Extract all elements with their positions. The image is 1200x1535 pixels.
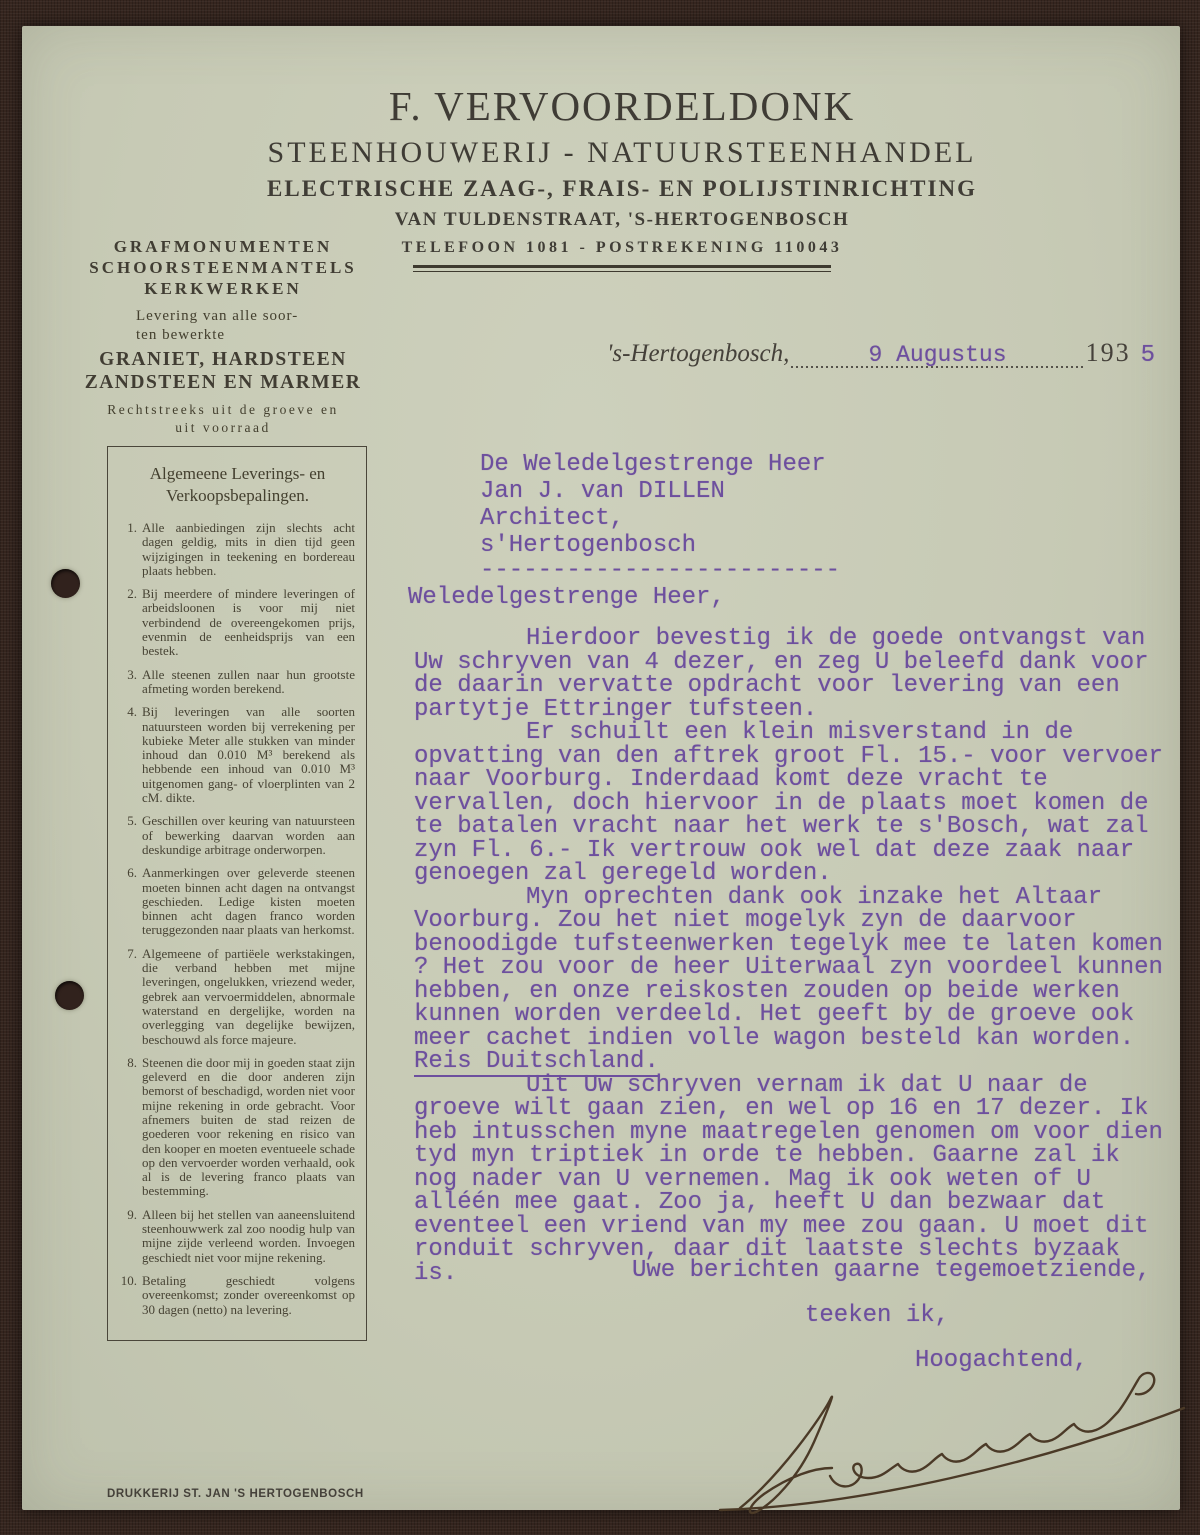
typed-year-digit: 5	[1140, 342, 1155, 369]
body-paragraph-2: Er schuilt een klein misverstand in de opvatting van den aftrek groot Fl. 15.- voor vervoer naar Voorburg. Inderdaad komt deze vracht te vervallen, doch hiervoor in de plaats moet komen de te batalen vracht naar het werk te s'Bosch, wat zal zyn Fl. 6.- Ik vertrouw ook wel dat deze zaak naar genoegen zal geregeld worden.	[414, 719, 1163, 887]
supply-note: Levering van alle soor- ten bewerkte	[136, 308, 299, 343]
term-item: 5. Geschillen over keuring van natuursteen of bewerking daarvan worden aan deskundige arbitrage onderworpen.	[127, 813, 355, 857]
closing-line-1: Uwe berichten gaarne tegemoetziende,	[632, 1257, 1151, 1284]
body-paragraph-4: Uit Uw schryven vernam ik dat U naar de groeve wilt gaan zien, en wel op 16 en 17 dezer. Ik heb intusschen myne maatregelen genomen om voor dien tyd myn triptiek in orde te hebben. Gaarne zal ik nog nader van U vernemen. Mag ik ook weten of U alléén mee gaat. Zoo ja, heeft U dan bezwaar dat eventeel een vriend van my mee zou gaan. U moet dit ronduit schryven, daar dit laatste slechts byzaak is.	[414, 1071, 1163, 1287]
date-year-printed: 193	[1085, 338, 1131, 367]
typed-date: 9 Augustus	[868, 342, 1007, 368]
term-item: 7. Algemeene of partiëele werkstakingen, die verband hebben met mijne leveringen, ongelukken, vriezend weder, gebrek aan vervoermiddelen, abnormale waterstand en dergelijke, worden na overlegging van degelijke bewijzen, beschouwd als force majeure.	[127, 945, 355, 1047]
letter-paper	[22, 26, 1180, 1510]
term-item: 1. Alle aanbiedingen zijn slechts acht dagen geldig, mits in dien tijd geen wijzigingen in teekening en bordereau plaats hebben.	[127, 520, 355, 578]
company-trade: STEENHOUWERIJ - NATUURSTEENHANDEL	[267, 136, 977, 169]
body-heading: Reis Duitschland.	[414, 1048, 659, 1075]
recipient-city: s'Hertogenbosch	[480, 532, 697, 559]
body-paragraph-1: Hierdoor bevestig ik de goede ontvangst van Uw schryven van 4 dezer, en zeg U beleefd dank voor de daarin vervatte opdracht voor levering van een partytje Ettringer tufsteen.	[414, 625, 1149, 723]
closing-line-2: teeken ik,	[805, 1302, 950, 1329]
date-city: 's-Hertogenbosch,	[607, 340, 790, 367]
term-item: 6. Aanmerkingen over geleverde steenen moeten binnen acht dagen na ontvangst geschieden. Ledige kisten moeten binnen acht dagen franco worden teruggezonden naar plaats van herkomst.	[127, 865, 355, 938]
terms-box	[107, 446, 367, 1341]
body-paragraph-3: Myn oprechten dank ook inzake het Altaar Voorburg. Zou het niet mogelyk zyn de daarvoor benoodigde tufsteenwerken tegelyk mee te laten komen ? Het zou voor de heer Uiterwaal zyn voordeel kunnen hebben, en onze reiskosten zouden op beide werken kunnen worden verdeeld. Het geeft by de groeve ook meer cachet indien volle wagon besteld kan worden.	[414, 883, 1163, 1052]
recipient-honorific: De Weledelgestrenge Heer	[480, 451, 826, 478]
service-grafmonumenten: GRAFMONUMENTEN	[113, 237, 333, 256]
term-item: 2. Bij meerdere of mindere leveringen of arbeidsloonen is voor mij niet verbindend de overeengekomen prijs, evenmin de eenheidsprijs van een bestek.	[127, 586, 355, 659]
date-line	[607, 338, 1155, 369]
handwritten-signature	[710, 1358, 1196, 1524]
materials: GRANIET, HARDSTEEN ZANDSTEEN EN MARMER	[84, 349, 362, 393]
salutation: Weledelgestrenge Heer,	[408, 584, 725, 611]
company-address: VAN TULDENSTRAAT, 'S-HERTOGENBOSCH	[394, 209, 850, 230]
closing-line-3: Hoogachtend,	[915, 1347, 1088, 1374]
printer-imprint: DRUKKERIJ ST. JAN 'S HERTOGENBOSCH	[107, 1488, 364, 1500]
company-name: F. VERVOORDELDONK	[388, 83, 856, 129]
term-item: 4. Bij leveringen van alle soorten natuursteen worden bij verrekening per kubieke Meter alle stukken van minder inhoud dan 0.010 M³ berekend als hebbende een inhoud van 0.010 M³ uitgenomen gang- of vloerplinten van 2 cM. dikte.	[127, 704, 355, 806]
date-dotted-leader	[791, 342, 1083, 368]
punch-hole-bottom	[55, 981, 84, 1010]
service-kerkwerken: KERKWERKEN	[144, 279, 302, 298]
recipient-block	[480, 451, 840, 583]
term-item: 10. Betaling geschiedt volgens overeenkomst; zonder overeenkomst op 30 dagen (netto) na levering.	[120, 1272, 355, 1317]
typed-divider: -------------------------	[480, 557, 841, 584]
punch-hole-top	[51, 569, 80, 598]
term-item: 3. Alle steenen zullen naar hun grootste afmeting worden berekend.	[127, 666, 355, 696]
letterhead-rule	[413, 265, 831, 272]
letter-body	[414, 627, 1164, 1285]
term-item: 8. Steenen die door mij in goeden staat zijn geleverd en die door anderen zijn bemorst of beschadigd, worden niet voor mijne rekening in orde gebracht. Voor afnemers buiten de stad reizen de goederen voor rekening en risico van den kooper en moeten eventueele schade op den vervoerder worden verhaald, ook al is de levering franco plaats van bestemming.	[127, 1054, 356, 1199]
recipient-name: Jan J. van DILLEN	[480, 478, 725, 505]
terms-title: Algemeene Leverings- en Verkoopsbepalingen.	[149, 464, 326, 505]
company-facility: ELECTRISCHE ZAAG-, FRAIS- EN POLIJSTINRICHTING	[267, 176, 977, 201]
stock-note: Rechtstreeks uit de groeve en uit voorraad	[107, 402, 339, 435]
service-schoorsteenmantels: SCHOORSTEENMANTELS	[89, 258, 357, 277]
term-item: 9. Alleen bij het stellen van aaneensluitend steenhouwwerk zal zoo noodig hulp van mijne zijde verleend worden. Invoegen geschiedt niet voor mijne rekening.	[127, 1206, 355, 1265]
recipient-title: Architect,	[480, 505, 625, 532]
sidebar	[78, 236, 368, 437]
company-phone: TELEFOON 1081 - POSTREKENING 110043	[401, 239, 843, 256]
